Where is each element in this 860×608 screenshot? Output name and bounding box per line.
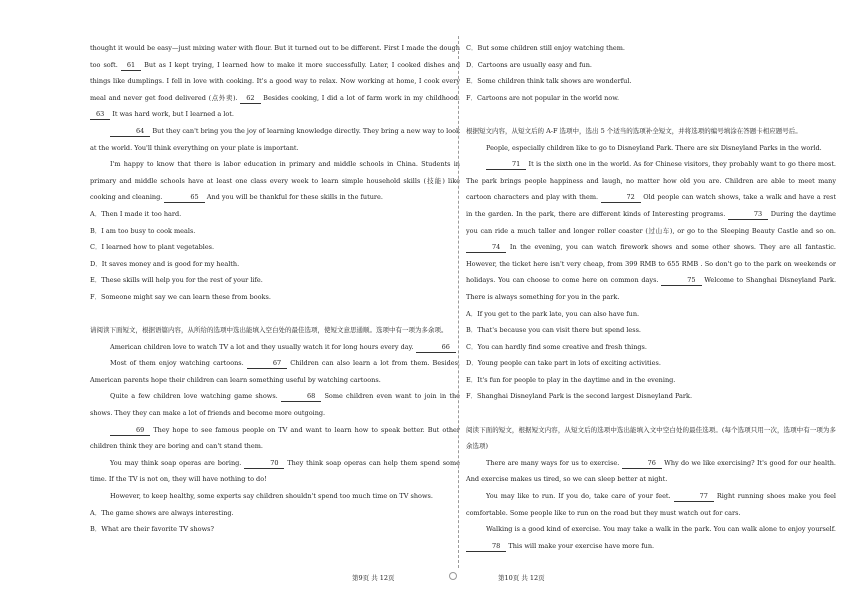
section-instruction: 根据短文内容，从短文后的 A-F 选项中，选出 5 个适当的选项补全短文，并将选项的编号填涂在答题卡相应题号后。 xyxy=(466,126,802,135)
answer-blank-69[interactable]: 69 xyxy=(110,425,150,436)
answer-blank-77[interactable]: 77 xyxy=(674,491,714,502)
option-item: E．It's fun for people to play in the daytime and in the evening. xyxy=(466,375,676,384)
passage-text: In the evening, you can watch firework shows and some other shows. They are all fantastic. However, the ticket here isn't very cheap, from 399 RMB to 655 RMB . So don't go to the park on weekends or holidays. You can choose to come here on common days. xyxy=(466,243,836,285)
passage-text: But as I kept trying, I learned how to make it more successfully. Later, I cooked dishes and things like dumplings. I fell in love with cooking. It's a good way to relax. Now working at home, I cook every meal and never get food delivered (点外卖). xyxy=(90,60,460,102)
answer-blank-64[interactable]: 64 xyxy=(110,126,150,137)
answer-blank-76[interactable]: 76 xyxy=(622,458,662,469)
answer-blank-67[interactable]: 67 xyxy=(247,358,287,369)
passage-text: Some children even want to join in the shows. They they can make a lot of friends and become more outgoing. xyxy=(90,392,460,418)
passage-text: It was hard work, but I learned a lot. xyxy=(112,110,234,119)
passage-paragraph xyxy=(90,355,460,388)
section-instruction: 阅读下面的短文，根据短文内容，从短文后的选项中选出能填入文中空白处的最佳选项。(每个选项只用一次，选项中有一项为多余选项) xyxy=(466,425,836,451)
option-item: D．It saves money and is good for my health. xyxy=(90,259,240,268)
answer-blank-66[interactable]: 66 xyxy=(416,342,456,353)
passage-paragraph xyxy=(90,422,460,455)
option-item: A．If you get to the park late, you can also have fun. xyxy=(466,309,640,318)
answer-blank-70[interactable]: 70 xyxy=(244,458,284,469)
answer-blank-62[interactable]: 62 xyxy=(240,93,260,104)
passage-paragraph xyxy=(466,488,836,521)
option-item: A．The game shows are always interesting. xyxy=(90,508,234,517)
answer-blank-73[interactable]: 73 xyxy=(728,209,768,220)
page-divider xyxy=(458,36,459,568)
passage-text: There are many ways for us to exercise. xyxy=(486,458,620,467)
answer-blank-63[interactable]: 63 xyxy=(90,109,110,120)
passage-text: Right running shoes make you feel comfortable. Some people like to run on the road but they must watch out for cars. xyxy=(466,492,837,517)
option-item: B．That's because you can visit there but spend less. xyxy=(466,326,641,335)
answer-blank-74[interactable]: 74 xyxy=(466,242,506,253)
passage-text: thought it would be easy—just mixing water with flour. But it turned out to be different. First I made the dough too soft. xyxy=(90,44,460,69)
passage-text: And you will be thankful for these skills in the future. xyxy=(206,193,383,202)
passage-paragraph: However, to keep healthy, some experts say children shouldn't spend too much time on TV shows. xyxy=(110,492,433,501)
option-item: E．Some children think talk shows are wonderful. xyxy=(466,77,632,86)
option-item: D．Young people can take part in lots of exciting activities. xyxy=(466,359,661,368)
passage-text: During the daytime you can ride a much taller and longer roller coaster (过山车), or go to the Sleeping Beauty Castle and so on. xyxy=(466,209,836,235)
option-item: F．Cartoons are not popular in the world now. xyxy=(466,93,620,102)
passage-text: Most of them enjoy watching cartoons. xyxy=(110,359,244,368)
answer-blank-68[interactable]: 68 xyxy=(281,391,321,402)
passage-paragraph xyxy=(90,123,460,156)
passage-text: Old people can watch shows, take a walk and have a rest in the garden. In the park, there are different kinds of Interesting programs. xyxy=(466,193,836,218)
answer-blank-78[interactable]: 78 xyxy=(466,541,506,552)
passage-text: Besides cooking, I did a lot of farm work in my childhood. xyxy=(263,93,460,102)
passage-text: They think soap operas can help them spend some time. If the TV is not on, they will have nothing to do! xyxy=(90,458,460,484)
option-item: C．I learned how to plant vegetables. xyxy=(90,243,215,252)
section-instruction: 请阅读下面短文，根据语篇内容，从所给的选项中选出能填入空白处的最佳选项，使短文意思通顺。选项中有一项为多余项。 xyxy=(90,326,448,335)
passage-text: I'm happy to know that there is labor education in primary and middle schools in China. Students in primary and middle schools have at least one class every week to learn simple household skills (技能) like cooking and cleaning. xyxy=(90,160,460,202)
option-item: C．But some children still enjoy watching them. xyxy=(466,44,625,52)
left-page-column xyxy=(90,40,460,538)
passage-text: American children love to watch TV a lot and they usually watch it for long hours every day. xyxy=(110,342,414,351)
passage-paragraph xyxy=(90,339,460,356)
passage-paragraph xyxy=(90,455,460,488)
passage-paragraph xyxy=(466,156,836,305)
option-item: D．Cartoons are usually easy and fun. xyxy=(466,60,592,69)
right-page-column xyxy=(466,40,836,554)
option-item: B．What are their favorite TV shows? xyxy=(90,525,214,534)
option-item: F．Shanghai Disneyland Park is the second largest Disneyland Park. xyxy=(466,392,693,401)
passage-text: You may like to run. If you do, take care of your feet. xyxy=(486,492,671,501)
spacer xyxy=(90,306,460,323)
answer-blank-61[interactable]: 61 xyxy=(121,60,141,71)
option-item: C．You can hardly find some creative and fresh things. xyxy=(466,342,647,351)
passage-text: Welcome to Shanghai Disneyland Park. There is always something for you in the park. xyxy=(466,276,837,301)
page-number-left: 第9页 共 12页 xyxy=(352,574,395,582)
answer-blank-71[interactable]: 71 xyxy=(486,159,526,170)
answer-blank-75[interactable]: 75 xyxy=(661,275,701,286)
answer-blank-72[interactable]: 72 xyxy=(601,192,641,203)
passage-text: It is the sixth one in the world. As for Chinese visitors, they probably want to go there most. The park brings people happiness and laugh, no matter how old you are. Children are able to meet many cartoon characters and play with them. xyxy=(466,160,837,202)
option-item: E．These skills will help you for the rest of your life. xyxy=(90,276,263,285)
passage-paragraph xyxy=(90,40,460,123)
passage-paragraph xyxy=(90,388,460,421)
spacer xyxy=(466,405,836,422)
passage-text: You may think soap operas are boring. xyxy=(110,458,242,467)
page-number-right: 第10页 共 12页 xyxy=(498,574,545,582)
option-item: A．Then I made it too hard. xyxy=(90,209,182,218)
option-item: F．Someone might say we can learn these from books. xyxy=(90,292,271,301)
passage-text: Walking is a good kind of exercise. You may take a walk in the park. You can walk alone to enjoy yourself. xyxy=(486,525,836,534)
passage-text: Why do we like exercising? It's good for our health. And exercise makes us tired, so we can sleep better at night. xyxy=(466,458,836,484)
passage-paragraph: People, especially children like to go to Disneyland Park. There are six Disneyland Parks in the world. xyxy=(486,143,822,152)
spacer xyxy=(466,106,836,123)
passage-paragraph xyxy=(466,455,836,488)
passage-text: This will make your exercise have more fun. xyxy=(508,541,655,550)
passage-text: But they can't bring you the joy of learning knowledge directly. They bring a new way to look at the world. You'll think everything on your plate is important. xyxy=(90,126,460,152)
passage-paragraph xyxy=(466,521,836,554)
passage-text: They hope to see famous people on TV and want to learn how to speak better. But other children think they are boring and can't stand them. xyxy=(90,425,460,451)
passage-text: Quite a few children love watching game shows. xyxy=(110,392,278,401)
passage-paragraph xyxy=(90,156,460,206)
answer-blank-65[interactable]: 65 xyxy=(164,192,204,203)
binding-hole-icon xyxy=(449,572,457,580)
passage-text: Children can also learn a lot from them. Besides, American parents hope their children can learn something useful by watching cartoons. xyxy=(90,359,460,384)
option-item: B．I am too busy to cook meals. xyxy=(90,226,196,235)
